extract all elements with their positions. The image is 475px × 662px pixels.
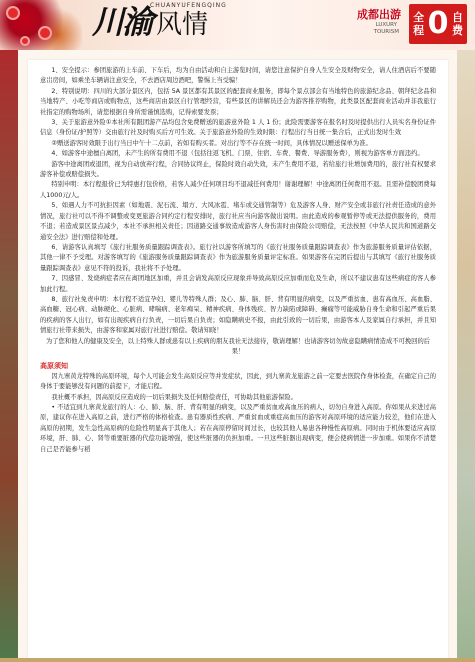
header-banner: [0, 0, 475, 50]
luxury-line: LUXURY: [375, 22, 398, 28]
logo-english: CHUANYUFENGQING: [150, 2, 227, 9]
notice-leave-tour: 4、如游客中途擅自离团，未产生的所有费用不退（包括往返飞机、门票、住宿、车费、餐费、导游服务费），则视为游客单方面违约。: [51, 150, 424, 158]
left-decor-strip: [0, 50, 18, 662]
notice-insurance: 3、关于旅游意外险①本社所有跟团游产品均包含免费赠送的旅游意外险 1 人 1 份；此险需要游客在报名时及时提供出行人员实名身份证件信息（身份证/护照等）交由旅行社及时购买后方可生效。关于旅游意外险的生效时限：行程出行当日统一集合后，正式出发时生效: [40, 119, 436, 137]
notice-disclaimer: 8、旅行社免责申明：本行程不适宜孕妇、婴儿等特殊人群；及心、肺、脑、肝、背有明显的病变，以及严重贫血、患有高血压、高血脂、高血糖、冠心病、动脉硬化、心脏病、哮喘病、老年痴呆、精神疾病、身体残疾、智力缺陷或障碍、癫痫等可能威胁自身生命和引起严重后果的疾病的客人出行，如有出现疾病自行负责，一切后果自负责；如隐瞒病史不报，由此引致的一切后果，由游客本人及家属自行承担，并且知情旅行社带来损失，由游客和家属对旅行社进行赔偿。敬请知晓！: [40, 295, 436, 335]
right-decor-strip: [457, 50, 475, 662]
badge-right-text: 自费: [451, 11, 463, 37]
luxury-label: [374, 22, 399, 36]
notice-special-declaration: 特别申明：本行程报价已为特惠打包价格，若客人减少任何项目均不退减任何费用！谢谢理解！中途离团任何费用不退。且需补偿脱团费每人1000元/人。: [40, 181, 436, 199]
logo-cn: 风情: [156, 10, 209, 40]
altitude-para-3: • 不适宜到九寨黄龙旅行的人：心、肺、脑、肝、背有明显的病变，以及严重贫血或高血压的病人，切勿自身进入高原。你如果从来进过高原，建议你在进入高原之前，进行严格的体格检查。患有器质性疾病、严重贫血或重症高血压的游客对高原环境的适应能力较差，他们在进入高原的初期，发生急性高原病的危险性明显高于其他人；若在高原停留时间过长，也较其他人易患各种慢性高原病。同时由于机体要适应高原环境，肝、肺、心、肾等重要脏器的代偿功能增强，使这些脏器的负担加重。一旦这些脏器出现病变，便会使病情进一步加重。如果你不清楚自己是否能参与稻: [40, 404, 436, 453]
notice-special: 2、特别说明：四川的大部分景区内，包括 5A 景区都有其景区的配套商业服务，即每个景点部会有当地特色的旅游纪念品、朝拜纪念品和当地特产、小吃等商店或购物点，这些商店由景区自行管理经营，有些景区的讲解员还会为游客推荐购物，此类景区配套商业活动并非我旅行社指定的购物场所，请您根据自身所需谨慎选购，记得索要发票；: [40, 87, 436, 116]
tourism-line: TOURISM: [373, 29, 399, 35]
flower-icon: [22, 38, 28, 44]
notice-safety: 1、安全提示：参团旅游的上车前、下车后，均为自由活动和自主游览时间，请您注意保护自身人生安全及财物安全，请人住酒店后不要随意岀房间，如乘坐车辆请注意安全，不去酒店周边酒吧，警惕上当受骗！: [40, 67, 436, 85]
notice-content: [40, 66, 436, 455]
badge-number: 0: [427, 6, 449, 41]
badge-left-text: 全程: [413, 11, 425, 37]
notice-document: [28, 60, 448, 662]
flower-icon: [40, 28, 50, 38]
notice-closing: 为了您和他人的健康及安全，以上特殊人群或患有以上疾病的朋友我社无法接待，敬请理解！也请游客切勿故意隐瞒病情造成不可挽回的后果！: [45, 337, 431, 355]
section-title-altitude: 高原须知: [40, 362, 68, 371]
altitude-para-2: 我社概不承担，因高原反应造成的一切后果损失及任何赔偿责任，可协助其他旅游保险。: [51, 393, 297, 401]
department-label: 成都出游: [357, 8, 401, 21]
notice-survey: 6、请游客认真填写《旅行社服务质量跟踪调查表》。旅行社以游客所填写的《旅行社服务质量跟踪调查表》作为旅游服务质量评估依据，其他一律不予受理。对游客填写的《旅游服务质量跟踪调查表》作为旅游服务质量评定标准。如果游客在完团后提出与其填写《旅行社服务质量跟踪调查表》意见不符的投诉，我社将不予处理。: [40, 243, 436, 272]
notice-insurance-2: ②赠送游客时效限于出行当日中午十二点前，若如有购买者。对出行等不存在统一时间，具体情况以赠送保单为准。: [51, 139, 372, 147]
notice-leave-tour-2: 游客中途离团或退团，视为自动放弃行程，合同协议终止，保险时效自动失效，未产生费用不退，若给旅行社增加费用的，旅行社有权要求游客补偿或赔偿损失。: [40, 160, 436, 179]
flower-icon: [8, 8, 18, 18]
bottom-border: [0, 658, 475, 662]
zero-expense-badge: [409, 4, 467, 44]
altitude-para-1: 因九寨黄龙特殊的高原环境，每个人可能会发生高原反应等并发症状，因此，到九寨黄龙旅游之前一定要去医院作身体检查，在确定自己的身体于要能够没有问题的前提下，才能启程。: [40, 372, 436, 391]
notice-force-majeure: 5、如遇人力不可抗拒因素（如地震、泥石流、塌方、大风冰雹、堵车或交通管制等）危及游客人身、财产安全或非旅行社责任造成的意外情况，旅行社可以不得不调整或变更旅游合同约定行程安排时，旅行社应当向游客做出说明。由此造成的参观暂停等或无法提供服务的，费用不退；若造成景区景点减少，本社不承担相关责任；因道路交通事故造成游客人身伤害时由保险公司赔偿，无法按照《中华人民共和国道路交通安全法》进行赔偿和处理。: [40, 202, 436, 241]
brand-logo: [92, 4, 208, 40]
logo-script: 川渝: [92, 3, 153, 41]
notice-illness: 7、因感冒、发烧病症者应在离团地区加重，并且会请发高原反应现象并导致高原反应加重而危及生命，所以不建议患有这些病症的客人参加此行程。: [40, 275, 436, 293]
